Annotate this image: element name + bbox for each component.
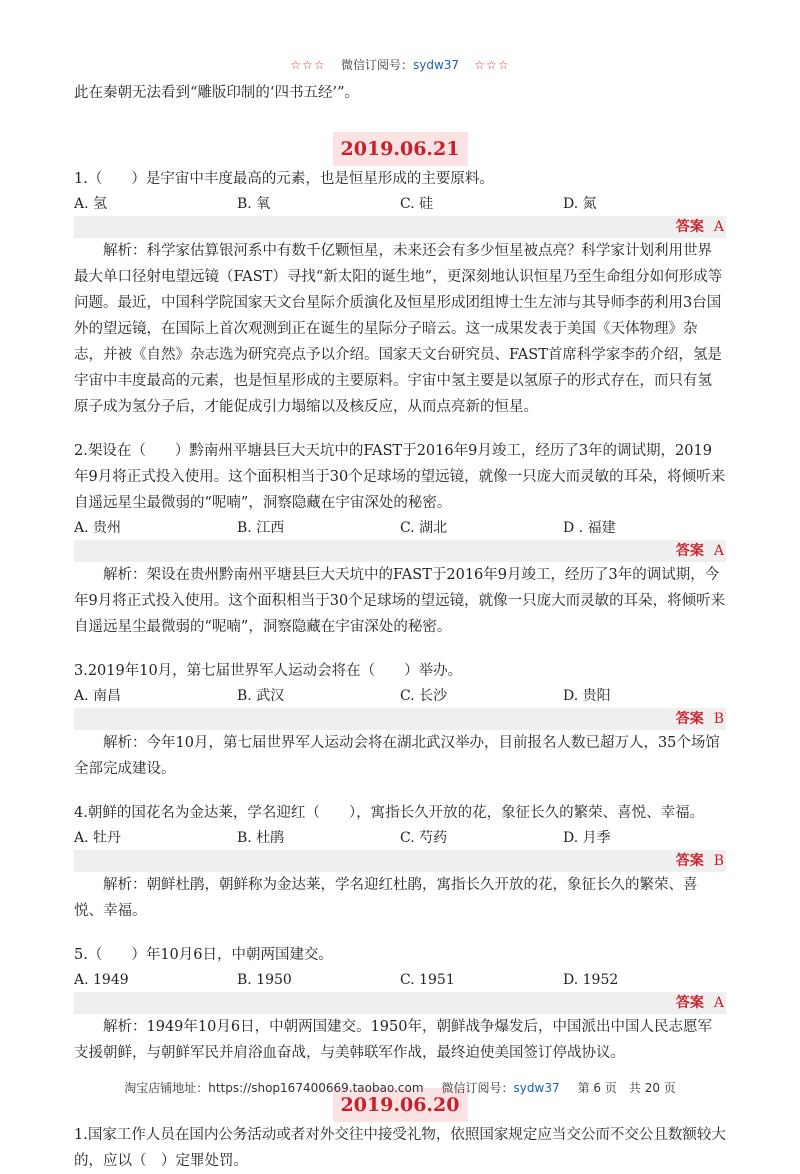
answer-bar — [74, 708, 726, 730]
question — [74, 800, 726, 924]
option-b: B. 杜鹃 — [237, 830, 285, 846]
answer-label: 答案 — [675, 711, 704, 727]
answer-label: 答案 — [675, 995, 704, 1011]
analysis-text: 解析：今年10月，第七届世界军人运动会将在湖北武汉举办，目前报名人数已超万人，35个场馆全部完成建设。 — [74, 735, 720, 777]
footer-wechat-label: 微信订阅号： — [441, 1081, 514, 1095]
question-stem: 5.（ ）年10月6日，中朝两国建交。 — [74, 947, 334, 963]
header-label: 微信订阅号： — [340, 58, 413, 72]
header-account: sydw37 — [412, 58, 460, 72]
section-date — [74, 132, 726, 166]
analysis-text: 解析：架设在贵州黔南州平塘县巨大天坑中的FAST于2016年9月竣工，经历了3年的调试期，今年9月将正式投入使用。这个面积相当于30个足球场的望远镜，就像一只庞大而灵敏的耳朵，将倾听来自遥远星尘最微弱的“呢喃”，洞察隐藏在宇宙深处的秘密。 — [74, 567, 726, 635]
option-c: C. 1951 — [400, 972, 455, 988]
answer-value: A — [713, 219, 724, 235]
option-c: C. 湖北 — [400, 520, 448, 536]
option-a: A. 贵州 — [74, 520, 122, 536]
options-row — [74, 684, 726, 708]
option-b: B. 1950 — [237, 972, 292, 988]
answer-value: A — [713, 995, 724, 1011]
footer-shop-label: 淘宝店铺地址： — [124, 1081, 209, 1095]
intro-text: 此在秦朝无法看到“雕版印制的‘四书五经’”。 — [74, 85, 360, 101]
answer-value: B — [713, 853, 724, 869]
answer-value: B — [713, 711, 724, 727]
analysis-text: 解析：科学家估算银河系中有数千亿颗恒星，未来还会有多少恒星被点亮？科学家计划利用世界最大单口径射电望远镜（FAST）寻找“新太阳的诞生地”，更深刻地认识恒星乃至生命组分如何形成等问题。最近，中国科学院国家天文台星际介质演化及恒星形成团组博士生左沛与其导师李菂利用3台国外的望远镜，在国际上首次观测到正在诞生的星际分子暗云。这一成果发表于美国《天体物理》杂志，并被《自然》杂志选为研究亮点予以介绍。国家天文台研究员、FAST首席科学家李菂介绍，氢是宇宙中丰度最高的元素，也是恒星形成的主要原料。宇宙中氢主要是以氢原子的形式存在，而只有氢原子成为氢分子后，才能促成引力塌缩以及核反应，从而点亮新的恒星。 — [74, 243, 723, 415]
answer-bar — [74, 850, 726, 872]
option-d: D. 月季 — [563, 830, 611, 846]
answer-value: A — [713, 543, 724, 559]
question — [74, 658, 726, 782]
option-d: D. 氮 — [563, 196, 597, 212]
option-a: A. 南昌 — [74, 688, 122, 704]
answer-label: 答案 — [675, 219, 704, 235]
question-stem: 1.（ ）是宇宙中丰度最高的元素，也是恒星形成的主要原料。 — [74, 171, 494, 187]
footer-wechat-account: sydw37 — [513, 1081, 560, 1095]
question — [74, 166, 726, 420]
answer-bar — [74, 992, 726, 1014]
analysis-text: 解析：1949年10月6日，中朝两国建交。1950年，朝鲜战争爆发后，中国派出中国人民志愿军支援朝鲜，与朝鲜军民并肩浴血奋战，与美韩联军作战，最终迫使美国签订停战协议。 — [74, 1019, 712, 1061]
section-date-label: 2019.06.21 — [333, 132, 468, 166]
question-stem: 1.国家工作人员在国内公务活动或者对外交往中接受礼物，依照国家规定应当交公而不交公且数额较大的，应以（ ）定罪处罚。 — [74, 1127, 726, 1169]
option-a: A. 牡丹 — [74, 830, 122, 846]
option-a: A. 1949 — [74, 972, 129, 988]
analysis-text: 解析：朝鲜杜鹃，朝鲜称为金达莱，学名迎红杜鹃，寓指长久开放的花，象征长久的繁荣、喜悦、幸福。 — [74, 877, 698, 919]
option-b: B. 氧 — [237, 196, 271, 212]
section-date-label: 2019.06.20 — [333, 1088, 468, 1122]
star-icon: ☆☆☆ — [290, 58, 326, 72]
footer-shop-link[interactable]: https://shop167400669.taobao.com — [208, 1081, 424, 1095]
options-row — [74, 516, 726, 540]
answer-bar — [74, 216, 726, 238]
answer-label: 答案 — [675, 853, 704, 869]
option-b: B. 江西 — [237, 520, 285, 536]
question-stem: 2.架设在（ ）黔南州平塘县巨大天坑中的FAST于2016年9月竣工，经历了3年的调试期，2019年9月将正式投入使用。这个面积相当于30个足球场的望远镜，就像一只庞大而灵敏的耳朵，将倾听来自遥远星尘最微弱的“呢喃”，洞察隐藏在宇宙深处的秘密。 — [74, 443, 726, 511]
option-c: C. 芍药 — [400, 830, 448, 846]
answer-bar — [74, 540, 726, 562]
option-d: D. 贵阳 — [563, 688, 611, 704]
option-d: D. 1952 — [563, 972, 619, 988]
page-footer — [0, 1079, 800, 1096]
option-c: C. 长沙 — [400, 688, 448, 704]
answer-label: 答案 — [675, 543, 704, 559]
option-c: C. 硅 — [400, 196, 434, 212]
options-row — [74, 826, 726, 850]
options-row — [74, 192, 726, 216]
option-d: D . 福建 — [563, 520, 616, 536]
option-a: A. 氢 — [74, 196, 108, 212]
question — [74, 1122, 726, 1174]
star-icon: ☆☆☆ — [474, 58, 510, 72]
option-b: B. 武汉 — [237, 688, 285, 704]
question — [74, 438, 726, 640]
options-row — [74, 968, 726, 992]
question-stem: 3.2019年10月，第七届世界军人运动会将在（ ）举办。 — [74, 663, 463, 679]
question-stem: 4.朝鲜的国花名为金达莱，学名迎红（ ），寓指长久开放的花，象征长久的繁荣、喜悦、幸福。 — [74, 805, 705, 821]
document-body — [74, 0, 726, 1174]
footer-page-info: 第 6 页 共 20 页 — [577, 1081, 676, 1095]
question — [74, 942, 726, 1066]
